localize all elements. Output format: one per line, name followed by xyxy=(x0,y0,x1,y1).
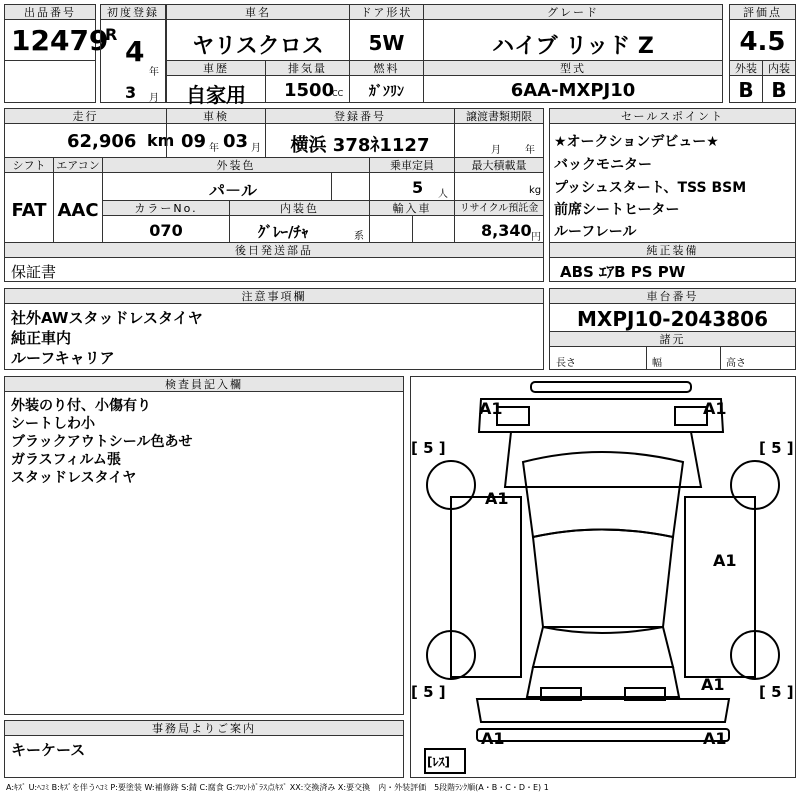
transfer-deadline-box xyxy=(454,108,544,158)
lot-number: 12479 xyxy=(11,24,109,57)
interior-score-box xyxy=(762,60,796,103)
sales-point-3: プッシュスタート、TSS BSM xyxy=(554,180,747,196)
office-notes-label: 事務局よりご案内 xyxy=(5,721,403,736)
year-unit: 年 xyxy=(149,67,159,78)
later-parts-label: 後日発送部品 xyxy=(5,243,543,258)
damage-mark-fl: A1 xyxy=(479,399,503,418)
chassis-label: 車台番号 xyxy=(550,289,795,304)
cc-unit: CC xyxy=(332,89,344,98)
score-label: 評価点 xyxy=(730,5,795,20)
lot-number-label: 出品番号 xyxy=(5,5,95,20)
note-1: 社外AWスタッドレスタイヤ xyxy=(11,309,203,327)
deadline-month-unit: 月 xyxy=(491,145,501,156)
notes-box xyxy=(4,288,544,370)
doors-box xyxy=(349,4,424,61)
width-label: 幅 xyxy=(652,358,662,369)
damage-mark-left-front-door: A1 xyxy=(485,489,509,508)
damage-mark-br: A1 xyxy=(703,729,727,748)
height-label: 高さ xyxy=(726,358,746,369)
office-notes: キーケース xyxy=(11,741,86,759)
shift: FAT xyxy=(11,200,47,221)
doors: 5W xyxy=(368,31,405,55)
nen-unit: 年 xyxy=(209,143,219,154)
recycle-box xyxy=(454,200,544,243)
mileage-box xyxy=(4,108,175,158)
car-name: ヤリスクロス xyxy=(192,34,324,59)
tire-mark-tl: [ 5 ] xyxy=(411,439,446,457)
yen-unit: 円 xyxy=(531,232,541,243)
sales-points-label: セールスポイント xyxy=(550,109,795,124)
notes-label: 注意事項欄 xyxy=(5,289,543,304)
model-code: 6AA-MXPJ10 xyxy=(510,80,636,101)
score: 4.5 xyxy=(739,27,786,57)
registration-year: 4 xyxy=(125,35,145,68)
note-3: ルーフキャリア xyxy=(11,349,115,367)
fuel: ｶﾞｿﾘﾝ xyxy=(369,84,404,100)
car-name-label: 車名 xyxy=(167,5,349,20)
tsuki-unit: 月 xyxy=(251,143,261,154)
car-outline xyxy=(411,377,795,777)
damage-mark-right-rear: A1 xyxy=(713,551,737,570)
person-unit: 人 xyxy=(438,189,448,200)
history: 自家用 xyxy=(186,83,246,107)
reg-no-box xyxy=(265,108,455,158)
inspector-notes-label: 検査員記入欄 xyxy=(5,377,403,392)
aircon-box xyxy=(53,157,103,243)
grade-label: グレード xyxy=(424,5,722,20)
spare-tire-mark: [ﾚｽ] xyxy=(427,755,450,769)
tire-mark-bl: [ 5 ] xyxy=(411,683,446,701)
color-no-box xyxy=(102,200,230,243)
model-code-label: 型式 xyxy=(424,61,722,76)
exterior-score-box xyxy=(729,60,763,103)
inspection-box xyxy=(166,108,266,158)
interior-score: B xyxy=(771,78,787,102)
dimensions-box xyxy=(549,331,796,370)
color-no: 070 xyxy=(149,221,183,240)
ext-color: パ－ル xyxy=(208,181,257,200)
later-parts: 保証書 xyxy=(11,263,57,281)
reg-no: 横浜 378ﾈ1127 xyxy=(290,135,430,156)
inspector-note-1: 外装のり付、小傷有り xyxy=(11,398,151,414)
int-color-label: 内装色 xyxy=(230,201,369,216)
int-color: ｸﾞﾚｰ/ﾁｬ xyxy=(258,223,309,241)
mileage-label: 走行 xyxy=(5,109,166,124)
inspector-note-2: シートしわ小 xyxy=(11,416,95,432)
shift-box xyxy=(4,157,54,243)
km-unit: km xyxy=(147,131,175,150)
color-no-label: カラーNo. xyxy=(103,201,229,216)
max-load-label: 最大積載量 xyxy=(455,158,543,173)
exterior-score: B xyxy=(738,78,754,102)
tire-mark-br: [ 5 ] xyxy=(759,683,794,701)
capacity-box xyxy=(369,157,455,201)
deadline-day-unit: 年 xyxy=(525,145,535,156)
sales-point-4: 前席シートヒーター xyxy=(554,202,680,218)
later-parts-box xyxy=(4,242,544,282)
max-load-box xyxy=(454,157,544,201)
model-code-box xyxy=(423,60,723,103)
fuel-box xyxy=(349,60,424,103)
kei-unit: 系 xyxy=(354,231,364,242)
car-name-box xyxy=(166,4,350,61)
mileage: 62,906 xyxy=(67,131,137,152)
grade-box xyxy=(423,4,723,61)
chassis-box xyxy=(549,288,796,332)
recycle-fee: 8,340 xyxy=(481,221,532,240)
reg-no-label: 登録番号 xyxy=(266,109,454,124)
recycle-label: リサイクル預託金 xyxy=(455,201,543,216)
capacity-label: 乗車定員 xyxy=(370,158,454,173)
transfer-deadline-label: 譲渡書類期限 xyxy=(455,109,543,124)
history-label: 車歴 xyxy=(167,61,265,76)
displacement-box xyxy=(265,60,350,103)
ext-color-box xyxy=(102,157,370,201)
damage-mark-bl: A1 xyxy=(481,729,505,748)
history-box xyxy=(166,60,266,107)
grade: ハイブ リッド Z xyxy=(492,34,654,59)
sales-points-box xyxy=(549,108,796,243)
sales-point-2: バックモニター xyxy=(554,157,652,173)
inspection-label: 車検 xyxy=(167,109,265,124)
displacement: 1500 xyxy=(284,80,335,101)
legend: A:ｷｽﾞ U:ﾍｺﾐ B:ｷｽﾞを伴うﾍｺﾐ P:要塗装 W:補修跡 S:錆 C:腐食 G:ﾌﾛﾝﾄｶﾞﾗｽ点ｷｽﾞ XX:交換済み X:要交換 内・外装評価 5段階ﾗﾝｸ順(A・B・C・D・E) 1 xyxy=(6,783,549,792)
tire-mark-tr: [ 5 ] xyxy=(759,439,794,457)
inspector-note-5: スタッドレスタイヤ xyxy=(11,470,137,486)
import-label: 輸入車 xyxy=(370,201,454,216)
dimensions-label: 諸元 xyxy=(550,332,795,347)
inspection-month: 03 xyxy=(223,131,249,152)
month-unit: 月 xyxy=(149,93,159,104)
damage-mark-rr: A1 xyxy=(701,675,725,694)
interior-label: 内装 xyxy=(763,61,795,76)
ext-color-label: 外装色 xyxy=(103,158,369,173)
int-color-box xyxy=(229,200,370,243)
fuel-label: 燃料 xyxy=(350,61,423,76)
era: R xyxy=(105,25,118,44)
capacity: 5 xyxy=(412,178,424,197)
sales-point-1: ★オークションデビュー★ xyxy=(554,134,719,150)
import-box xyxy=(369,200,455,243)
score-box xyxy=(729,4,796,61)
car-diagram xyxy=(410,376,796,778)
office-notes-box xyxy=(4,720,404,778)
exterior-label: 外装 xyxy=(730,61,762,76)
genuine-equipment-label: 純正装備 xyxy=(550,243,795,258)
chassis-no: MXPJ10-2043806 xyxy=(577,307,768,331)
inspector-notes-box xyxy=(4,376,404,715)
doors-label: ドア形状 xyxy=(350,5,423,20)
aircon-label: エアコン xyxy=(54,158,102,173)
length-label: 長さ xyxy=(556,358,576,369)
inspection-year: 09 xyxy=(181,131,207,152)
lot-blank-box xyxy=(4,60,96,103)
first-registration-label: 初度登録 xyxy=(101,5,165,20)
lot-number-box xyxy=(4,4,109,61)
aircon: AAC xyxy=(57,200,99,221)
genuine-equipment: ABS ｴｱB PS PW xyxy=(560,263,686,281)
displacement-label: 排気量 xyxy=(266,61,349,76)
kg-unit: kg xyxy=(529,185,542,196)
shift-label: シフト xyxy=(5,158,53,173)
note-2: 純正車内 xyxy=(11,329,72,347)
inspector-note-4: ガラスフィルム張 xyxy=(11,452,121,468)
sales-point-5: ルーフレール xyxy=(554,224,637,240)
first-registration-box xyxy=(100,4,166,103)
registration-month: 3 xyxy=(125,83,137,102)
genuine-equipment-box xyxy=(549,242,796,282)
damage-mark-fr: A1 xyxy=(703,399,727,418)
inspector-note-3: ブラックアウトシール色あせ xyxy=(11,434,193,450)
